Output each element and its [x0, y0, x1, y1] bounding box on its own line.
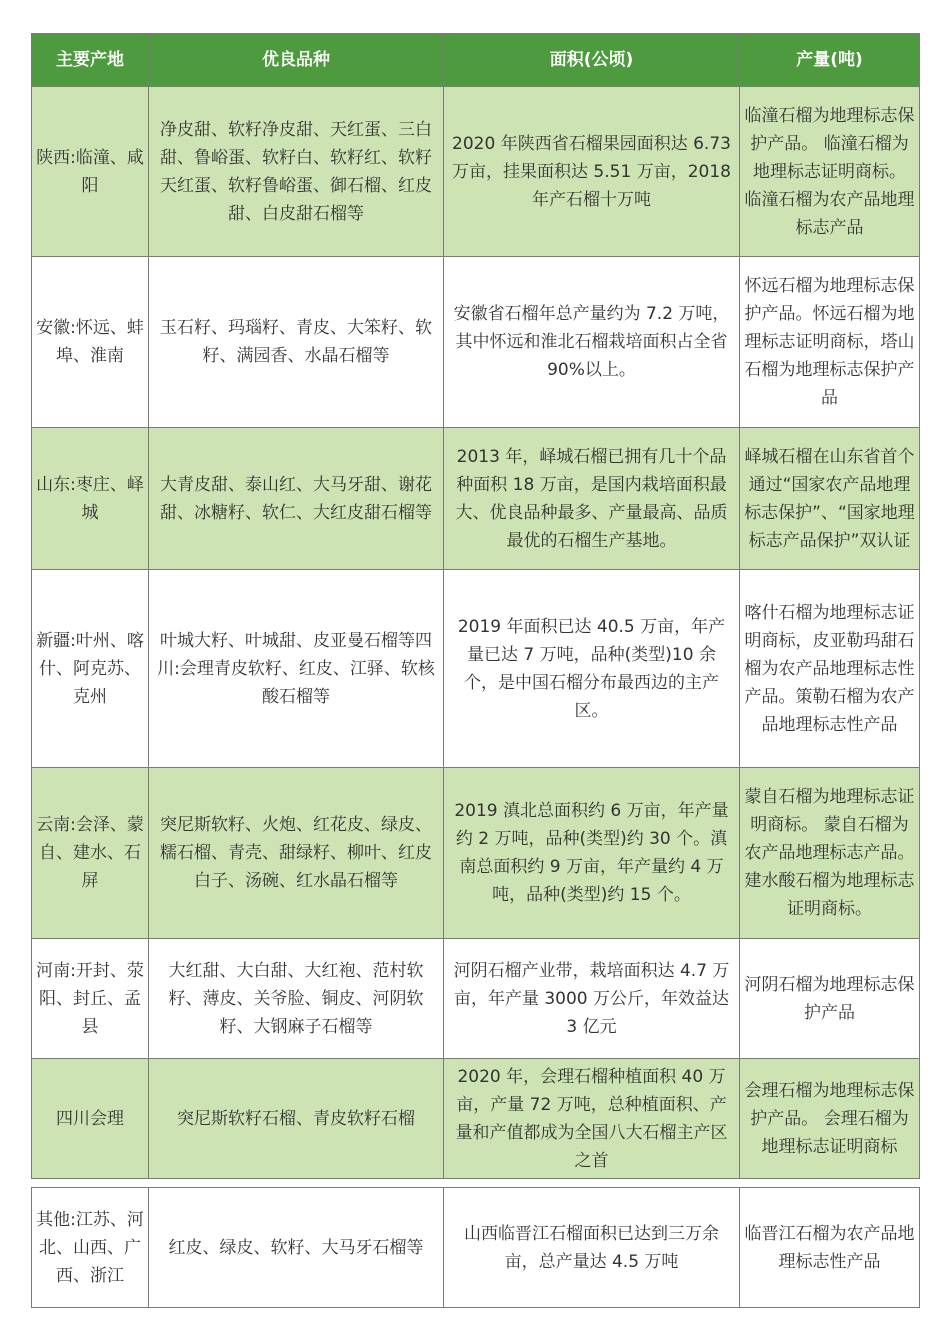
cell-output: 蒙自石榴为地理标志证明商标。 蒙自石榴为农产品地理标志产品。建水酸石榴为地理标志证明商标。 [740, 768, 920, 939]
cell-output: 怀远石榴为地理标志保护产品。怀远石榴为地理标志证明商标，塔山石榴为地理标志保护产品 [740, 257, 920, 428]
cell-area: 2020 年，会理石榴种植面积 40 万亩，产量 72 万吨，总种植面积、产量和产值都成为全国八大石榴主产区之首 [444, 1059, 740, 1179]
cell-varieties: 大青皮甜、泰山红、大马牙甜、谢花甜、冰糖籽、软仁、大红皮甜石榴等 [149, 428, 444, 570]
cell-area: 河阴石榴产业带，栽培面积达 4.7 万亩，年产量 3000 万公斤，年效益达 3 亿元 [444, 939, 740, 1059]
cell-output: 临晋江石榴为农产品地理标志性产品 [740, 1188, 920, 1308]
pomegranate-table [31, 33, 920, 1179]
table-row [32, 428, 920, 570]
header-area: 面积(公顷) [444, 34, 740, 87]
cell-output: 峄城石榴在山东省首个通过“国家农产品地理标志保护”、“国家地理标志产品保护”双认证 [740, 428, 920, 570]
cell-area: 2013 年，峄城石榴已拥有几十个品种面积 18 万亩，是国内栽培面积最大、优良品种最多、产量最高、品质最优的石榴生产基地。 [444, 428, 740, 570]
cell-varieties: 突尼斯软籽石榴、青皮软籽石榴 [149, 1059, 444, 1179]
cell-region: 四川会理 [32, 1059, 149, 1179]
cell-varieties: 红皮、绿皮、软籽、大马牙石榴等 [149, 1188, 444, 1308]
cell-area: 2019 年面积已达 40.5 万亩，年产量已达 7 万吨，品种(类型)10 余个，是中国石榴分布最西边的主产区。 [444, 570, 740, 768]
cell-output: 临潼石榴为地理标志保护产品。 临潼石榴为地理标志证明商标。 临潼石榴为农产品地理标志产品 [740, 87, 920, 257]
pomegranate-table-continued [31, 1187, 920, 1308]
cell-region: 山东:枣庄、峄城 [32, 428, 149, 570]
cell-area: 安徽省石榴年总产量约为 7.2 万吨，其中怀远和淮北石榴栽培面积占全省 90%以上。 [444, 257, 740, 428]
table-row [32, 87, 920, 257]
table-row [32, 570, 920, 768]
cell-region: 陕西:临潼、咸阳 [32, 87, 149, 257]
table-row [32, 1188, 920, 1308]
cell-region: 云南:会泽、蒙自、建水、石屏 [32, 768, 149, 939]
cell-area: 2019 滇北总面积约 6 万亩，年产量约 2 万吨，品种(类型)约 30 个。滇南总面积约 9 万亩，年产量约 4 万吨，品种(类型)约 15 个。 [444, 768, 740, 939]
cell-varieties: 玉石籽、玛瑙籽、青皮、大笨籽、软籽、满园香、水晶石榴等 [149, 257, 444, 428]
table-row [32, 257, 920, 428]
cell-varieties: 大红甜、大白甜、大红袍、范村软籽、薄皮、关爷脸、铜皮、河阴软籽、大钢麻子石榴等 [149, 939, 444, 1059]
header-varieties: 优良品种 [149, 34, 444, 87]
header-output: 产量(吨) [740, 34, 920, 87]
cell-region: 其他:江苏、河北、山西、广西、浙江 [32, 1188, 149, 1308]
cell-area: 山西临晋江石榴面积已达到三万余亩，总产量达 4.5 万吨 [444, 1188, 740, 1308]
header-region: 主要产地 [32, 34, 149, 87]
cell-output: 会理石榴为地理标志保护产品。 会理石榴为地理标志证明商标 [740, 1059, 920, 1179]
cell-output: 河阴石榴为地理标志保护产品 [740, 939, 920, 1059]
header-row [32, 34, 920, 87]
cell-region: 安徽:怀远、蚌埠、淮南 [32, 257, 149, 428]
cell-area: 2020 年陕西省石榴果园面积达 6.73 万亩，挂果面积达 5.51 万亩，2018 年产石榴十万吨 [444, 87, 740, 257]
table-row [32, 939, 920, 1059]
cell-output: 喀什石榴为地理标志证明商标，皮亚勒玛甜石榴为农产品地理标志性产品。策勒石榴为农产品地理标志性产品 [740, 570, 920, 768]
cell-varieties: 突尼斯软籽、火炮、红花皮、绿皮、糯石榴、青壳、甜绿籽、柳叶、红皮白子、汤碗、红水晶石榴等 [149, 768, 444, 939]
cell-region: 新疆:叶州、喀什、阿克苏、克州 [32, 570, 149, 768]
cell-varieties: 净皮甜、软籽净皮甜、天红蛋、三白甜、鲁峪蛋、软籽白、软籽红、软籽天红蛋、软籽鲁峪蛋、御石榴、红皮甜、白皮甜石榴等 [149, 87, 444, 257]
cell-varieties: 叶城大籽、叶城甜、皮亚曼石榴等四川:会理青皮软籽、红皮、江驿、软核酸石榴等 [149, 570, 444, 768]
table-row [32, 1059, 920, 1179]
pomegranate-table-container [31, 33, 919, 1308]
table-row [32, 768, 920, 939]
cell-region: 河南:开封、荥阳、封丘、孟县 [32, 939, 149, 1059]
